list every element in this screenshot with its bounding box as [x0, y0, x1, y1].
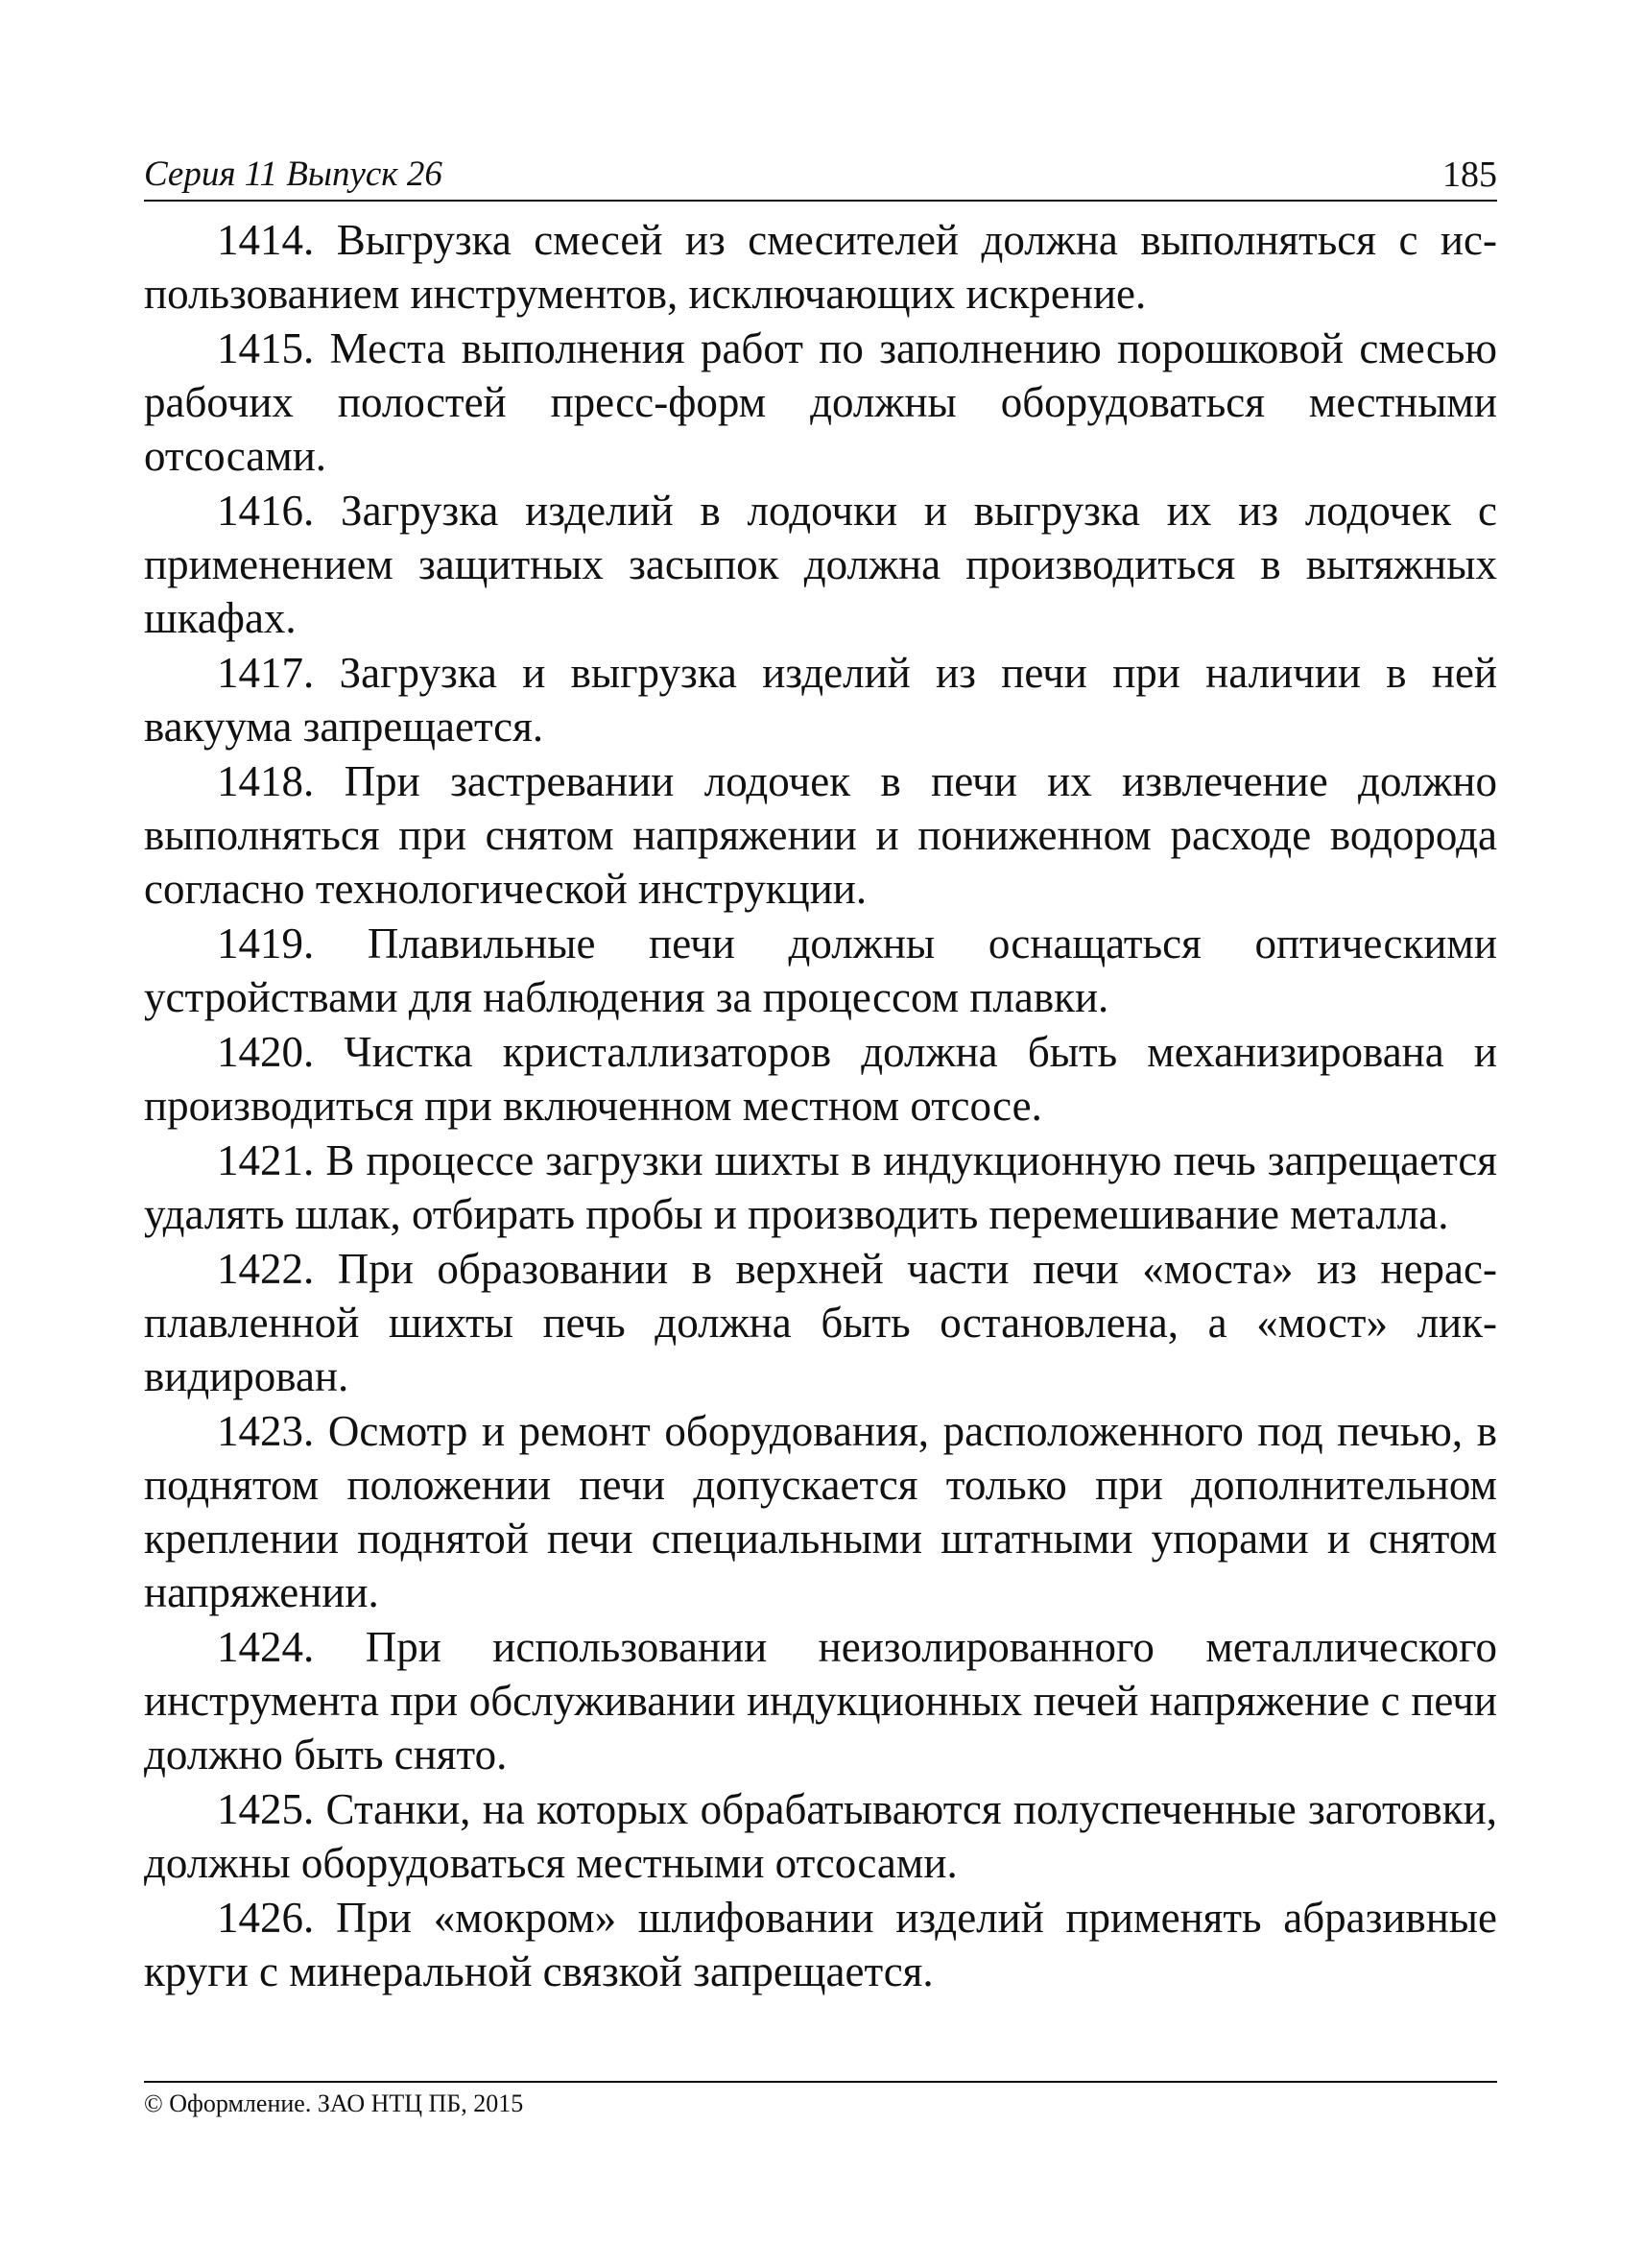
paragraph-1417: 1417. Загрузка и выгрузка изделий из печи при наличии в ней вакуума запрещается. [144, 649, 1497, 751]
series-title: Серия 11 Выпуск 26 [144, 155, 442, 194]
paragraph-1418: 1418. При застревании лодочек в печи их извлечение должно выполняться при снятом напряжении и пониженном расходе водорода согласно технологической инструкции. [144, 757, 1497, 913]
paragraph-1422: 1422. При образовании в верхней части печи «моста» из нерасплавленной шихты печь должна быть остановлена, а «мост» ликвидирован. [144, 1245, 1497, 1400]
paragraph-1416: 1416. Загрузка изделий в лодочки и выгрузка их из лодочек с применением защитных засыпок должна производиться в вытяжных шкафах. [144, 487, 1497, 642]
page-number: 185 [1442, 155, 1497, 195]
running-header [144, 154, 1497, 202]
page-footer [144, 2081, 1497, 2119]
document-page [144, 154, 1497, 1999]
copyright-notice: © Оформление. ЗАО НТЦ ПБ, 2015 [144, 2089, 524, 2117]
paragraph-1415: 1415. Места выполнения работ по заполнению порошковой смесью рабочих полостей пресс-форм должны оборудоваться местными отсосами. [144, 324, 1497, 480]
paragraph-1426: 1426. При «мокром» шлифовании изделий применять абразивные круги с минеральной связкой запрещается. [144, 1894, 1497, 1995]
paragraph-1421: 1421. В процессе загрузки шихты в индукционную печь запрещается удалять шлак, отбирать пробы и производить перемешивание металла. [144, 1136, 1497, 1238]
paragraph-1420: 1420. Чистка кристаллизаторов должна быть механизирована и производиться при включенном местном отсосе. [144, 1028, 1497, 1130]
body-text [144, 213, 1497, 1998]
paragraph-1419: 1419. Плавильные печи должны оснащаться оптическими устройствами для наблюдения за процессом плавки. [144, 919, 1497, 1021]
paragraph-1423: 1423. Осмотр и ремонт оборудования, расположенного под печью, в поднятом положении печи допускается только при дополнительном креплении поднятой печи специальными штатными упорами и снятом напряжении. [144, 1407, 1497, 1616]
paragraph-1414: 1414. Выгрузка смесей из смесителей должна выполняться с использованием инструментов, исключающих искрение. [144, 216, 1497, 318]
paragraph-1425: 1425. Станки, на которых обрабатываются полуспеченные заготовки, должны оборудоваться местными отсосами. [144, 1785, 1497, 1887]
paragraph-1424: 1424. При использовании неизолированного металлического инструмента при обслуживании индукционных печей напряжение с печи должно быть снято. [144, 1623, 1497, 1779]
